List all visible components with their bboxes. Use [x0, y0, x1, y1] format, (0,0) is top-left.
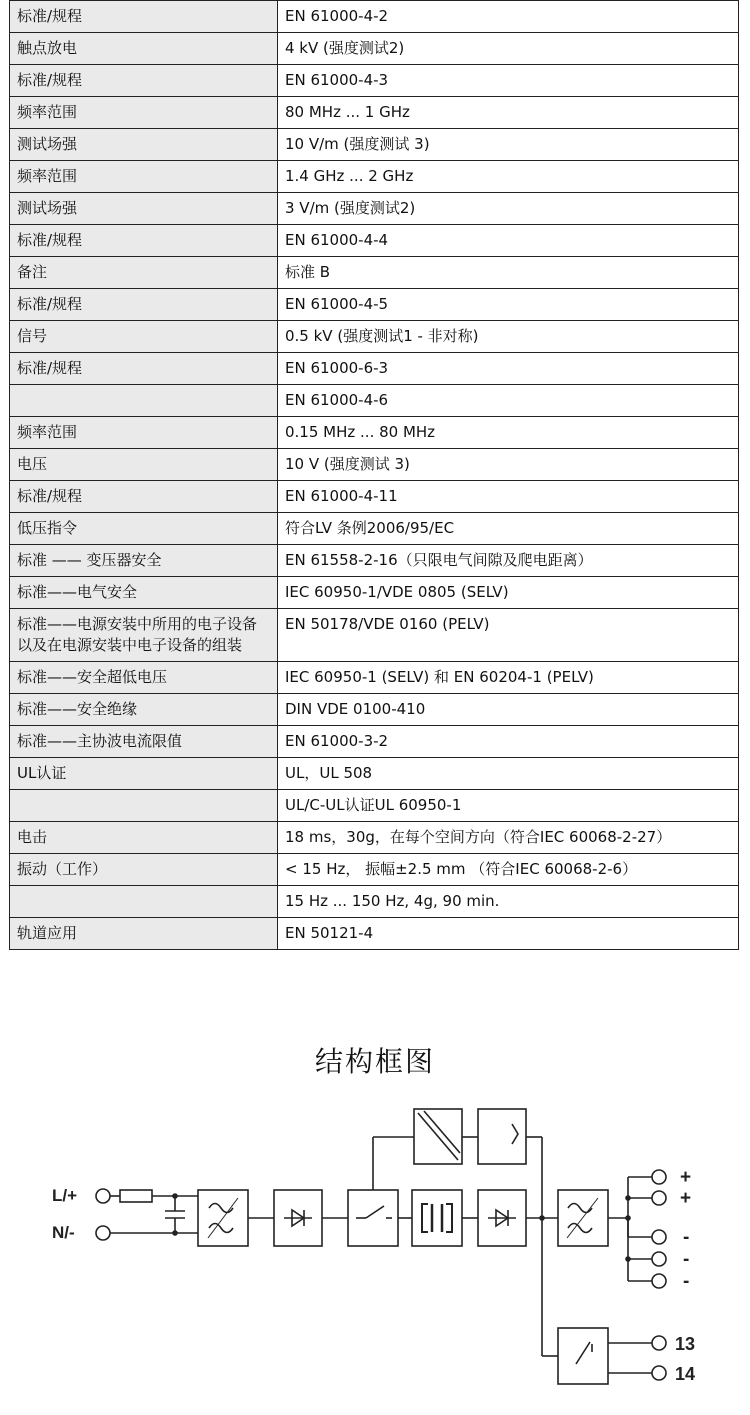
output-plus-2-terminal-icon: [652, 1191, 666, 1205]
spec-row: [10, 790, 739, 822]
spec-row: [10, 513, 739, 545]
output-plus-1-terminal-icon: [652, 1170, 666, 1184]
diagram-title: 结构框图: [314, 1045, 435, 1078]
output-rectifier-icon: [478, 1190, 526, 1246]
spec-row: [10, 694, 739, 726]
spec-row: [10, 225, 739, 257]
spec-value: EN 50178/VDE 0160 (PELV): [278, 609, 739, 662]
spec-value: 80 MHz ... 1 GHz: [278, 97, 739, 129]
spec-label: [10, 886, 278, 918]
spec-value: 4 kV (强度测试2): [278, 33, 739, 65]
capacitor-icon: [165, 1193, 185, 1236]
spec-value: 0.15 MHz ... 80 MHz: [278, 417, 739, 449]
spec-label: 振动（工作）: [10, 854, 278, 886]
block-diagram: [0, 1090, 750, 1415]
spec-label: 备注: [10, 257, 278, 289]
output-minus-2-terminal-icon: [652, 1252, 666, 1266]
spec-row: [10, 33, 739, 65]
spec-row: [10, 97, 739, 129]
spec-value: EN 61000-4-4: [278, 225, 739, 257]
output-minus-3-terminal-icon: [652, 1274, 666, 1288]
spec-value: 符合LV 条例2006/95/EC: [278, 513, 739, 545]
rectifier-icon: [274, 1190, 322, 1246]
spec-label: 触点放电: [10, 33, 278, 65]
output-filter-icon: [558, 1190, 608, 1246]
spec-row: [10, 449, 739, 481]
spec-label: [10, 790, 278, 822]
spec-row: [10, 193, 739, 225]
spec-label: 标准 —— 变压器安全: [10, 545, 278, 577]
input-label-n: N/-: [52, 1223, 75, 1242]
spec-table-body: [10, 1, 739, 950]
spec-label: 测试场强: [10, 193, 278, 225]
spec-row: [10, 758, 739, 790]
relay-terminal-14-label: 14: [675, 1364, 696, 1384]
spec-value: < 15 Hz， 振幅±2.5 mm （符合IEC 60068-2-6）: [278, 854, 739, 886]
spec-label: UL认证: [10, 758, 278, 790]
spec-row: [10, 854, 739, 886]
spec-value: EN 61000-6-3: [278, 353, 739, 385]
fuse-icon: [120, 1190, 152, 1202]
relay-terminal-13-label: 13: [675, 1334, 696, 1354]
spec-label: 标准——主协波电流限值: [10, 726, 278, 758]
spec-value: EN 61558-2-16（只限电气间隙及爬电距离）: [278, 545, 739, 577]
spec-label: 电压: [10, 449, 278, 481]
spec-value: EN 61000-4-3: [278, 65, 739, 97]
regulator-icon: [414, 1109, 462, 1164]
spec-value: 3 V/m (强度测试2): [278, 193, 739, 225]
spec-label: 电击: [10, 822, 278, 854]
output-minus-1-terminal-icon: [652, 1230, 666, 1244]
spec-label: 轨道应用: [10, 918, 278, 950]
spec-row: [10, 662, 739, 694]
spec-table: [9, 0, 739, 950]
terminal-l-icon: [96, 1189, 110, 1203]
output-minus-1-label: -: [683, 1227, 690, 1248]
spec-value: EN 61000-3-2: [278, 726, 739, 758]
spec-value: IEC 60950-1 (SELV) 和 EN 60204-1 (PELV): [278, 662, 739, 694]
output-minus-3-label: -: [683, 1271, 690, 1292]
transformer-icon: [412, 1190, 462, 1246]
spec-label: 频率范围: [10, 417, 278, 449]
spec-label: 标准——电气安全: [10, 577, 278, 609]
spec-value: EN 61000-4-5: [278, 289, 739, 321]
switching-transistor-icon: [348, 1190, 398, 1246]
spec-value: UL，UL 508: [278, 758, 739, 790]
relay-terminal-14-icon: [652, 1366, 666, 1380]
spec-label: 标准/规程: [10, 65, 278, 97]
spec-row: [10, 726, 739, 758]
spec-row: [10, 886, 739, 918]
spec-row: [10, 65, 739, 97]
spec-label: 标准——电源安装中所用的电子设备以及在电源安装中电子设备的组装: [10, 609, 278, 662]
spec-row: [10, 289, 739, 321]
spec-value: 18 ms，30g，在每个空间方向（符合IEC 60068-2-27）: [278, 822, 739, 854]
spec-value: UL/C-UL认证UL 60950-1: [278, 790, 739, 822]
spec-row: [10, 129, 739, 161]
spec-value: 标准 B: [278, 257, 739, 289]
spec-value: 1.4 GHz ... 2 GHz: [278, 161, 739, 193]
spec-value: 15 Hz ... 150 Hz, 4g, 90 min.: [278, 886, 739, 918]
spec-label: 标准——安全超低电压: [10, 662, 278, 694]
spec-value: 10 V/m (强度测试 3): [278, 129, 739, 161]
spec-value: 10 V (强度测试 3): [278, 449, 739, 481]
spec-row: [10, 385, 739, 417]
spec-value: EN 61000-4-11: [278, 481, 739, 513]
spec-row: [10, 417, 739, 449]
spec-row: [10, 481, 739, 513]
spec-value: EN 50121-4: [278, 918, 739, 950]
spec-row: [10, 918, 739, 950]
relay-terminal-13-icon: [652, 1336, 666, 1350]
spec-row: [10, 353, 739, 385]
spec-label: 低压指令: [10, 513, 278, 545]
spec-label: 标准/规程: [10, 289, 278, 321]
relay-contact-icon: [558, 1328, 608, 1384]
spec-value: EN 61000-4-2: [278, 1, 739, 33]
output-plus-1-label: +: [680, 1167, 692, 1188]
spec-label: 标准/规程: [10, 225, 278, 257]
spec-label: 频率范围: [10, 97, 278, 129]
spec-label: 标准/规程: [10, 353, 278, 385]
spec-row: [10, 577, 739, 609]
spec-label: 标准——安全绝缘: [10, 694, 278, 726]
spec-label: 信号: [10, 321, 278, 353]
spec-label: 标准/规程: [10, 1, 278, 33]
spec-row: [10, 1, 739, 33]
spec-row: [10, 822, 739, 854]
spec-row: [10, 257, 739, 289]
input-filter-icon: [198, 1190, 248, 1246]
spec-value: 0.5 kV (强度测试1 - 非对称): [278, 321, 739, 353]
input-label-l: L/+: [52, 1186, 78, 1205]
terminal-n-icon: [96, 1226, 110, 1240]
spec-row: [10, 545, 739, 577]
spec-label: 测试场强: [10, 129, 278, 161]
spec-row: [10, 321, 739, 353]
spec-label: [10, 385, 278, 417]
optocoupler-icon: [478, 1109, 526, 1164]
spec-label: 标准/规程: [10, 481, 278, 513]
output-minus-2-label: -: [683, 1249, 690, 1270]
spec-label: 频率范围: [10, 161, 278, 193]
spec-value: DIN VDE 0100-410: [278, 694, 739, 726]
output-plus-2-label: +: [680, 1188, 692, 1209]
spec-row: [10, 609, 739, 662]
spec-value: EN 61000-4-6: [278, 385, 739, 417]
spec-value: IEC 60950-1/VDE 0805 (SELV): [278, 577, 739, 609]
spec-row: [10, 161, 739, 193]
